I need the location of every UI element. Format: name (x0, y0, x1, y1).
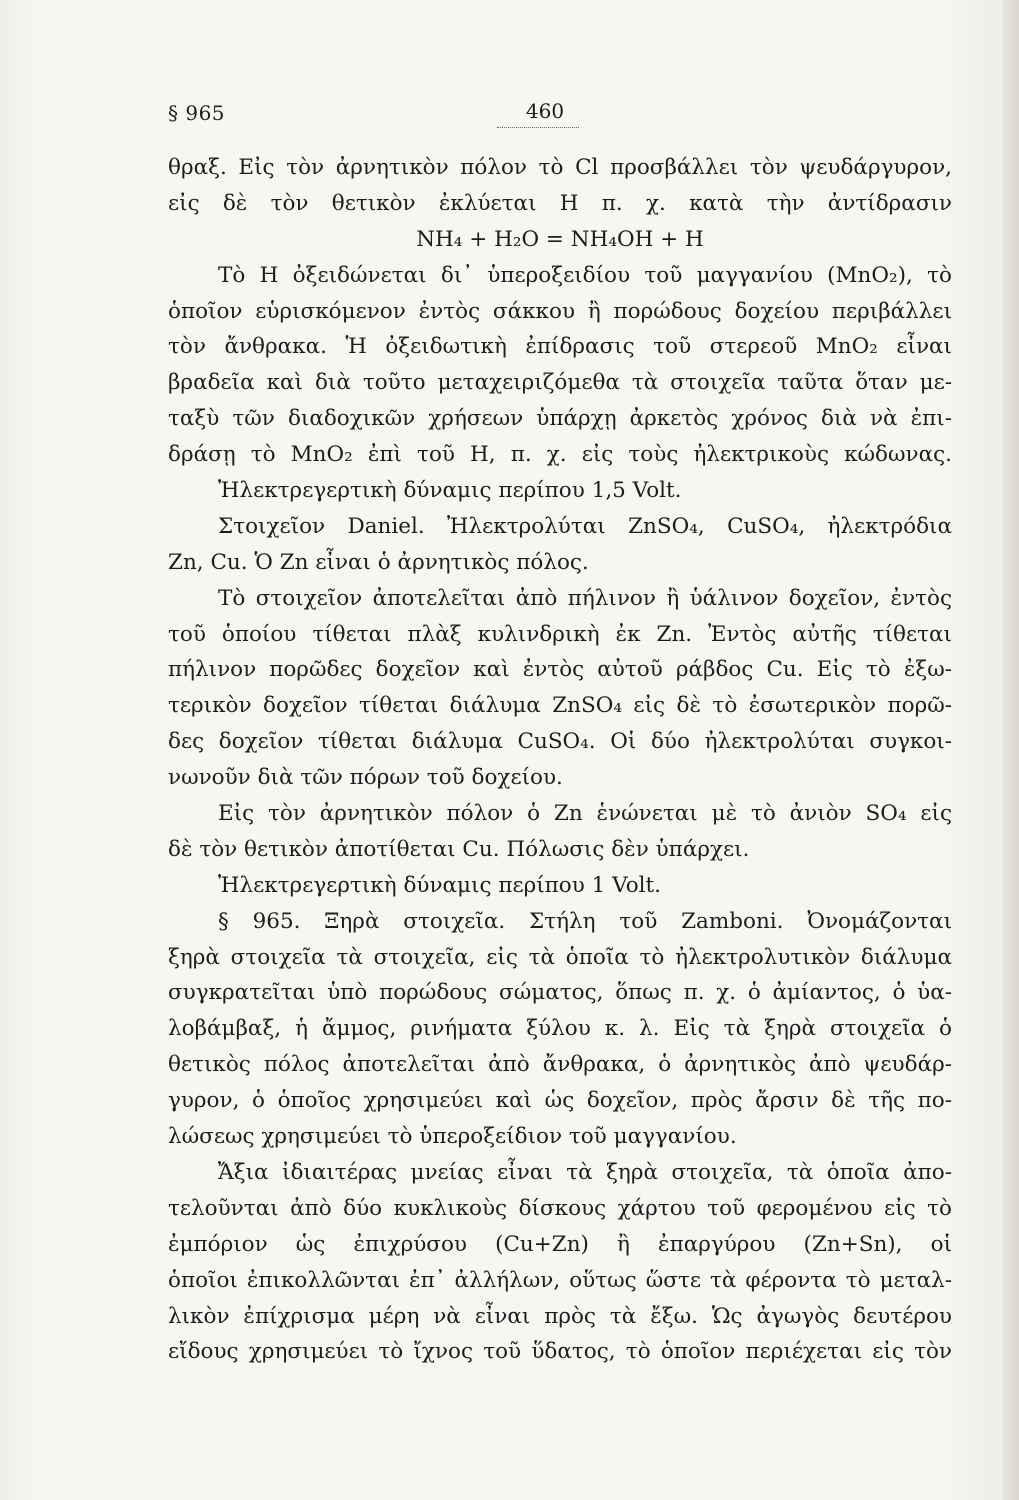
text-line: βραδεῖα καὶ διὰ τοῦτο μεταχειριζόμεθα τὰ στοιχεῖα ταῦτα ὅταν με- (168, 370, 952, 396)
equation-line: NH₄ + H₂O = NH₄OH + H (416, 226, 704, 252)
body-text (168, 150, 952, 1370)
text-line: ὁποῖοι ἐπικολλῶνται ἐπ᾽ ἀλλήλων, οὕτως ὥστε τὰ φέροντα τὸ μεταλ- (168, 1267, 952, 1293)
text-line: τερικὸν δοχεῖον τίθεται διάλυμα ZnSO₄ εἰς δὲ τὸ ἐσωτερικὸν πορῶ- (168, 693, 952, 719)
text-line: Zn, Cu. Ὁ Zn εἶναι ὁ ἀρνητικὸς πόλος. (168, 549, 589, 575)
text-line: ὁποῖον εὑρισκόμενον ἐντὸς σάκκου ἢ πορώδους δοχείου περιβάλλει (168, 298, 952, 324)
section-965-heading-line: § 965. Ξηρὰ στοιχεῖα. Στήλη τοῦ Zamboni. Ὀνομάζονται (218, 908, 952, 934)
text-line: εἰς δὲ τὸν θετικὸν ἐκλύεται H π. χ. κατὰ τὴν ἀντίδρασιν (168, 190, 952, 216)
text-line: τοῦ ὁποίου τίθεται πλὰξ κυλινδρικὴ ἐκ Zn. Ἐντὸς αὐτῆς τίθεται (168, 621, 952, 647)
text-line: ἐμπόριον ὡς ἐπιχρύσου (Cu+Zn) ἢ ἐπαργύρου (Zn+Sn), οἱ (168, 1231, 952, 1257)
text-line: τὸν ἄνθρακα. Ἡ ὀξειδωτικὴ ἐπίδρασις τοῦ στερεοῦ MnO₂ εἶναι (168, 334, 952, 360)
text-line: θετικὸς πόλος ἀποτελεῖται ἀπὸ ἄνθρακα, ὁ ἀρνητικὸς ἀπὸ ψευδάρ- (168, 1052, 952, 1078)
text-line: λοβάμβαξ, ἡ ἄμμος, ρινήματα ξύλου κ. λ. Εἰς τὰ ξηρὰ στοιχεῖα ὁ (168, 1016, 952, 1042)
text-line: Τὸ στοιχεῖον ἀποτελεῖται ἀπὸ πήλινον ἢ ὑάλινον δοχεῖον, ἐντὸς (218, 585, 952, 611)
page-number: 460 (525, 99, 565, 123)
text-line: εἴδους χρησιμεύει τὸ ἴχνος τοῦ ὕδατος, τὸ ὁποῖον περιέχεται εἰς τὸν (168, 1339, 952, 1365)
daniel-heading-line: Στοιχεῖον Daniel. Ἠλεκτρολύται ZnSO₄, CuSO₄, ἠλεκτρόδια (218, 513, 952, 539)
text-line: δὲ τὸν θετικὸν ἀποτίθεται Cu. Πόλωσις δὲν ὑπάρχει. (168, 836, 750, 862)
text-line: λικὸν ἐπίχρισμα μέρη νὰ εἶναι πρὸς τὰ ἔξω. Ὡς ἀγωγὸς δευτέρου (168, 1303, 952, 1329)
text-line: Εἰς τὸν ἀρνητικὸν πόλον ὁ Zn ἑνώνεται μὲ τὸ ἀνιὸν SO₄ εἰς (218, 801, 952, 827)
text-line: τελοῦνται ἀπὸ δύο κυκλικοὺς δίσκους χάρτου τοῦ φερομένου εἰς τὸ (168, 1195, 952, 1221)
text-line: δράσῃ τὸ MnO₂ ἐπὶ τοῦ H, π. χ. εἰς τοὺς ἠλεκτρικοὺς κώδωνας. (168, 442, 952, 468)
page-edge-shadow (1003, 0, 1019, 1500)
text-line: Ἠλεκτρεγερτικὴ δύναμις περίπου 1,5 Volt. (218, 478, 682, 504)
text-line: Ἠλεκτρεγερτικὴ δύναμις περίπου 1 Volt. (218, 872, 661, 898)
text-line: δες δοχεῖον τίθεται διάλυμα CuSO₄. Οἱ δύο ἠλεκτρολύται συγκοι- (168, 729, 952, 755)
section-marker: § 965 (168, 101, 226, 125)
text-line: ταξὺ τῶν διαδοχικῶν χρήσεων ὑπάρχῃ ἀρκετὸς χρόνος διὰ νὰ ἐπι- (168, 406, 952, 432)
text-line: ξηρὰ στοιχεῖα τὰ στοιχεῖα, εἰς τὰ ὁποῖα τὸ ἠλεκτρολυτικὸν διάλυμα (168, 944, 952, 970)
text-line: λώσεως χρησιμεύει τὸ ὑπεροξείδιον τοῦ μαγγανίου. (168, 1124, 737, 1150)
page-number-rule (497, 127, 579, 128)
text-line: πήλινον πορῶδες δοχεῖον καὶ ἐντὸς αὐτοῦ ράβδος Cu. Εἰς τὸ ἐξω- (168, 657, 952, 683)
text-line: Ἄξια ἰδιαιτέρας μνείας εἶναι τὰ ξηρὰ στοιχεῖα, τὰ ὁποῖα ἀπο- (218, 1159, 952, 1185)
text-line: Τὸ H ὀξειδώνεται δι᾽ ὑπεροξειδίου τοῦ μαγγανίου (MnO₂), τὸ (218, 262, 952, 288)
text-line: γυρον, ὁ ὁποῖος χρησιμεύει καὶ ὡς δοχεῖον, πρὸς ἄρσιν δὲ τῆς πο- (168, 1088, 952, 1114)
text-line: νωνοῦν διὰ τῶν πόρων τοῦ δοχείου. (168, 765, 563, 791)
text-line: θραξ. Εἰς τὸν ἀρνητικὸν πόλον τὸ Cl προσβάλλει τὸν ψευδάργυρον, (168, 155, 952, 180)
text-line: συγκρατεῖται ὑπὸ πορώδους σώματος, ὅπως π. χ. ὁ ἀμίαντος, ὁ ὑα- (168, 980, 952, 1006)
